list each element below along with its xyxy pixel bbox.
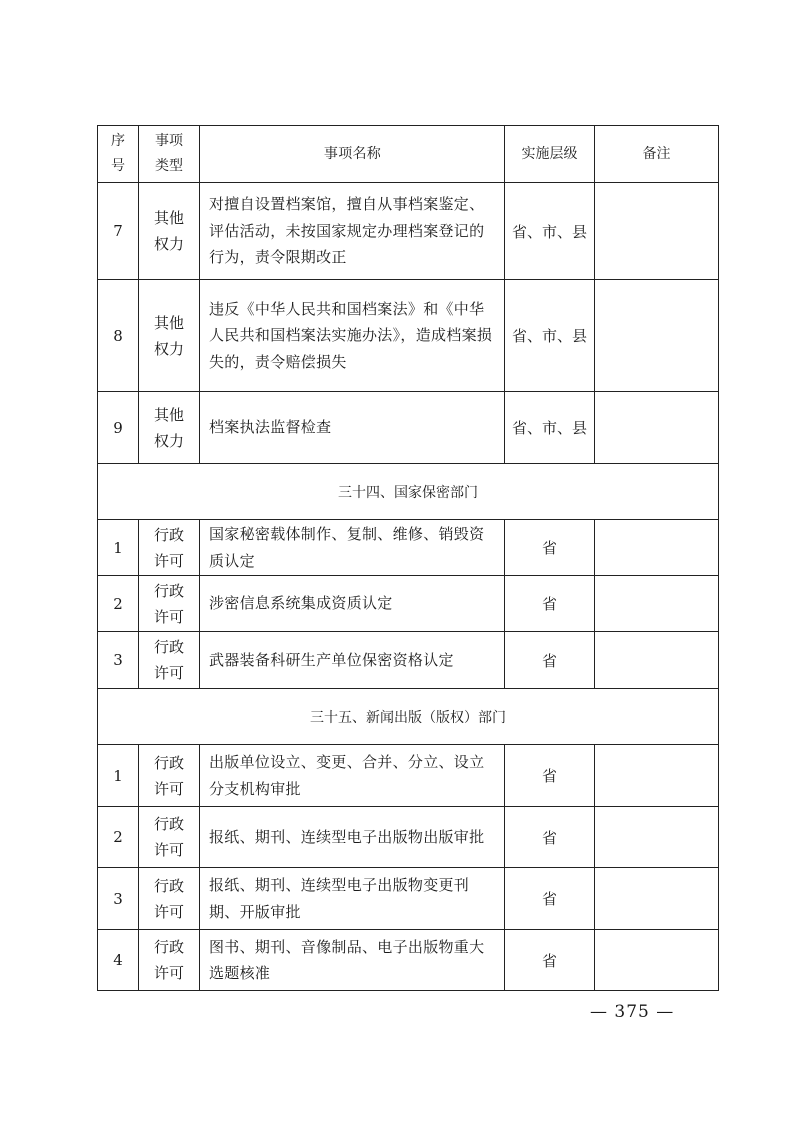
row-level: 省: [505, 576, 595, 632]
row-name: 报纸、期刊、连续型电子出版物出版审批: [200, 807, 505, 868]
items-table: [97, 125, 719, 991]
row-type-line2: 权力: [153, 339, 184, 358]
row-no: 4: [98, 930, 139, 991]
row-type: [139, 930, 200, 991]
header-no: [98, 126, 139, 183]
header-name: 事项名称: [200, 126, 505, 183]
row-type: [139, 632, 200, 689]
header-level: 实施层级: [505, 126, 595, 183]
row-type-line2: 许可: [153, 964, 184, 982]
row-no: 2: [98, 807, 139, 868]
row-no: 3: [98, 632, 139, 689]
row-name: 涉密信息系统集成资质认定: [200, 576, 505, 632]
section-row-35: [98, 689, 719, 745]
table-row: [98, 930, 719, 991]
row-type-line2: 许可: [153, 607, 184, 626]
row-type: [139, 868, 200, 930]
row-no: 7: [98, 183, 139, 280]
row-type-line2: 许可: [153, 902, 184, 921]
row-type: [139, 280, 200, 392]
row-type-line2: 许可: [153, 841, 184, 859]
row-type-line1: 行政: [153, 753, 184, 772]
row-type-line1: 行政: [153, 876, 184, 895]
row-type: [139, 392, 200, 464]
table-row: [98, 807, 719, 868]
row-no: 1: [98, 745, 139, 807]
row-type-line1: 其他: [153, 405, 184, 424]
row-level: 省: [505, 807, 595, 868]
row-name: 对擅自设置档案馆，擅自从事档案鉴定、评估活动，未按国家规定办理档案登记的行为，责令限期改正: [200, 183, 505, 280]
table-row: [98, 520, 719, 576]
row-name: 出版单位设立、变更、合并、分立、设立分支机构审批: [200, 745, 505, 807]
row-no: 8: [98, 280, 139, 392]
table-row: [98, 183, 719, 280]
row-type: [139, 576, 200, 632]
section-title: 三十四、国家保密部门: [98, 464, 719, 520]
row-name: 档案执法监督检查: [200, 392, 505, 464]
header-type: [139, 126, 200, 183]
header-type-line2: 类型: [155, 158, 183, 174]
row-level: 省: [505, 520, 595, 576]
row-level: 省: [505, 745, 595, 807]
row-name: 违反《中华人民共和国档案法》和《中华人民共和国档案法实施办法》，造成档案损失的，责令赔偿损失: [200, 280, 505, 392]
row-type: [139, 807, 200, 868]
row-no: 3: [98, 868, 139, 930]
row-level: 省: [505, 868, 595, 930]
table-row: [98, 632, 719, 689]
header-no-line2: 号: [111, 158, 125, 174]
section-title: 三十五、新闻出版（版权）部门: [98, 689, 719, 745]
row-type-line2: 权力: [153, 235, 184, 253]
header-note: 备注: [595, 126, 719, 183]
row-type-line1: 行政: [153, 638, 184, 656]
section-row-34: [98, 464, 719, 520]
header-row: [98, 126, 719, 183]
page-number: — 375 —: [590, 1002, 675, 1022]
row-type-line1: 行政: [153, 815, 184, 833]
row-type-line2: 许可: [153, 551, 184, 570]
header-no-line1: 序: [111, 133, 125, 149]
row-note: [595, 930, 719, 991]
row-type-line1: 行政: [153, 938, 184, 956]
row-type: [139, 745, 200, 807]
row-type-line1: 行政: [153, 581, 184, 600]
row-note: [595, 280, 719, 392]
row-note: [595, 868, 719, 930]
table-row: [98, 392, 719, 464]
row-note: [595, 807, 719, 868]
header-type-line1: 事项: [155, 133, 183, 149]
row-name: 报纸、期刊、连续型电子出版物变更刊期、开版审批: [200, 868, 505, 930]
row-level: 省、市、县: [505, 183, 595, 280]
table-row: [98, 280, 719, 392]
row-name: 武器装备科研生产单位保密资格认定: [200, 632, 505, 689]
table-row: [98, 745, 719, 807]
row-level: 省、市、县: [505, 280, 595, 392]
row-type-line2: 许可: [153, 664, 184, 682]
row-type-line2: 权力: [153, 431, 184, 450]
row-note: [595, 576, 719, 632]
row-type-line1: 其他: [153, 313, 184, 332]
table-row: [98, 576, 719, 632]
row-no: 2: [98, 576, 139, 632]
row-no: 1: [98, 520, 139, 576]
table-row: [98, 868, 719, 930]
row-note: [595, 520, 719, 576]
row-level: 省: [505, 930, 595, 991]
row-note: [595, 632, 719, 689]
row-type-line1: 其他: [153, 209, 184, 227]
row-type-line2: 许可: [153, 779, 184, 798]
row-level: 省: [505, 632, 595, 689]
row-note: [595, 392, 719, 464]
row-name: 国家秘密载体制作、复制、维修、销毁资质认定: [200, 520, 505, 576]
row-type: [139, 183, 200, 280]
row-no: 9: [98, 392, 139, 464]
row-name: 图书、期刊、音像制品、电子出版物重大选题核准: [200, 930, 505, 991]
row-note: [595, 183, 719, 280]
row-type: [139, 520, 200, 576]
row-type-line1: 行政: [153, 525, 184, 544]
row-note: [595, 745, 719, 807]
row-level: 省、市、县: [505, 392, 595, 464]
